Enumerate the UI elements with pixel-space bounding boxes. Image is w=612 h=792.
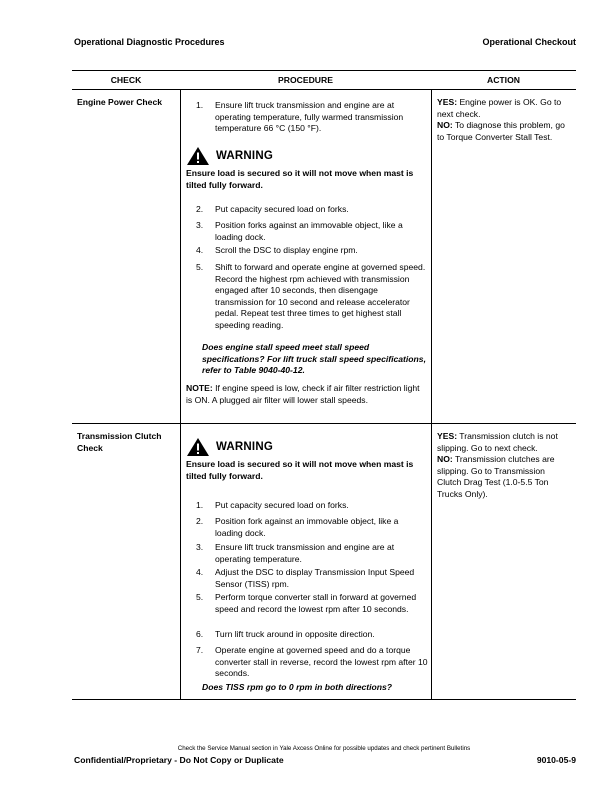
table-top-rule [72, 70, 576, 71]
warning-block [186, 146, 426, 191]
action-yes [437, 431, 571, 454]
procedure-step [196, 516, 428, 539]
table-header-rule [72, 89, 576, 90]
step-text: Operate engine at governed speed and do a torque converter stall in reverse, record the lowest rpm after 10 seconds. [215, 645, 428, 678]
running-header-right: Operational Checkout [482, 37, 576, 47]
step-text: Perform torque converter stall in forward at governed speed and record the lowest rpm after 10 seconds. [215, 592, 417, 614]
action-yes [437, 97, 571, 120]
step-number: 1. [196, 100, 204, 110]
check-label-transmission-clutch: Transmission Clutch Check [77, 431, 162, 453]
column-divider-procedure [431, 89, 432, 699]
step-number: 2. [196, 204, 204, 214]
warning-text: Ensure load is secured so it will not move when mast is tilted fully forward. [186, 168, 414, 190]
step-text: Put capacity secured load on forks. [215, 204, 349, 214]
warning-title: WARNING [216, 441, 273, 453]
step-text: Shift to forward and operate engine at governed speed. Record the highest rpm achieved with transmission engaged after 10 seconds, then disengage transmission for 10 second and release accelerator pedal. Repeat test three times to get highest stall speeding reading. [215, 262, 426, 330]
no-label: NO: [437, 120, 453, 130]
step-number: 6. [196, 629, 204, 639]
step-number: 5. [196, 262, 204, 272]
no-text: Transmission clutches are slipping. Go to Transmission Clutch Drag Test (1.0-5.5 Ton Trucks Only). [437, 454, 555, 499]
step-number: 2. [196, 516, 204, 526]
step-number: 3. [196, 220, 204, 230]
running-header-left: Operational Diagnostic Procedures [74, 37, 225, 47]
procedure-step [196, 245, 428, 257]
footer-notice: Check the Service Manual section in Yale Axcess Online for possible updates and check pertinent Bulletins [177, 745, 471, 752]
yes-text: Transmission clutch is not slipping. Go to next check. [437, 431, 558, 453]
procedure-step [196, 262, 428, 331]
note-label: NOTE: [186, 383, 213, 393]
footer-page-number: 9010-05-9 [536, 755, 576, 765]
warning-triangle-icon [186, 146, 210, 166]
warning-block [186, 437, 426, 482]
footer-confidential: Confidential/Proprietary - Do Not Copy or Duplicate [74, 755, 284, 765]
procedure-step [196, 220, 428, 243]
table-row-divider [72, 423, 576, 424]
no-text: To diagnose this problem, go to Torque Converter Stall Test. [437, 120, 565, 142]
check-label-engine-power: Engine Power Check [77, 97, 163, 107]
action-cell-transmission-clutch [437, 431, 571, 500]
step-number: 1. [196, 500, 204, 510]
step-text: Adjust the DSC to display Transmission Input Speed Sensor (TISS) rpm. [215, 567, 415, 589]
yes-label: YES: [437, 97, 458, 107]
action-cell-engine-power [437, 97, 571, 143]
step-text: Put capacity secured load on forks. [215, 500, 349, 510]
table-bottom-rule [72, 699, 576, 700]
step-number: 7. [196, 645, 204, 655]
step-text: Ensure lift truck transmission and engine are at operating temperature, fully warmed transmission temperature 66 °C (150 °F). [215, 100, 404, 133]
step-text: Turn lift truck around in opposite direction. [215, 629, 375, 639]
step-text: Ensure lift truck transmission and engine are at operating temperature. [215, 542, 395, 564]
question-text: Does engine stall speed meet stall speed specifications? For lift truck stall speed specifications, refer to Table 9040-40-12. [202, 342, 426, 375]
column-header-action: ACTION [487, 75, 520, 85]
step-text: Position forks against an immovable object, like a loading dock. [215, 220, 403, 242]
procedure-step [196, 500, 428, 512]
action-no [437, 454, 571, 500]
procedure-step [196, 592, 428, 615]
action-no [437, 120, 571, 143]
procedure-step [196, 542, 428, 565]
step-number: 4. [196, 567, 204, 577]
procedure-step [196, 629, 428, 641]
procedure-step [196, 645, 428, 680]
note-text: If engine speed is low, check if air filter restriction light is ON. A plugged air filter will lower stall speeds. [186, 383, 420, 405]
yes-label: YES: [437, 431, 458, 441]
warning-text: Ensure load is secured so it will not move when mast is tilted fully forward. [186, 459, 414, 481]
column-header-check: CHECK [110, 75, 142, 85]
warning-title: WARNING [216, 150, 273, 162]
question-text: Does TISS rpm go to 0 rpm in both directions? [202, 682, 393, 692]
step-number: 5. [196, 592, 204, 602]
warning-triangle-icon [186, 437, 210, 457]
step-text: Position fork against an immovable object, like a loading dock. [215, 516, 399, 538]
column-divider-check [180, 89, 181, 699]
procedure-step [196, 100, 428, 135]
note-block [186, 383, 426, 406]
no-label: NO: [437, 454, 453, 464]
column-header-procedure: PROCEDURE [278, 75, 333, 85]
step-text: Scroll the DSC to display engine rpm. [215, 245, 358, 255]
yes-text: Engine power is OK. Go to next check. [437, 97, 562, 119]
step-number: 4. [196, 245, 204, 255]
step-number: 3. [196, 542, 204, 552]
procedure-step [196, 567, 428, 590]
procedure-step [196, 204, 428, 216]
